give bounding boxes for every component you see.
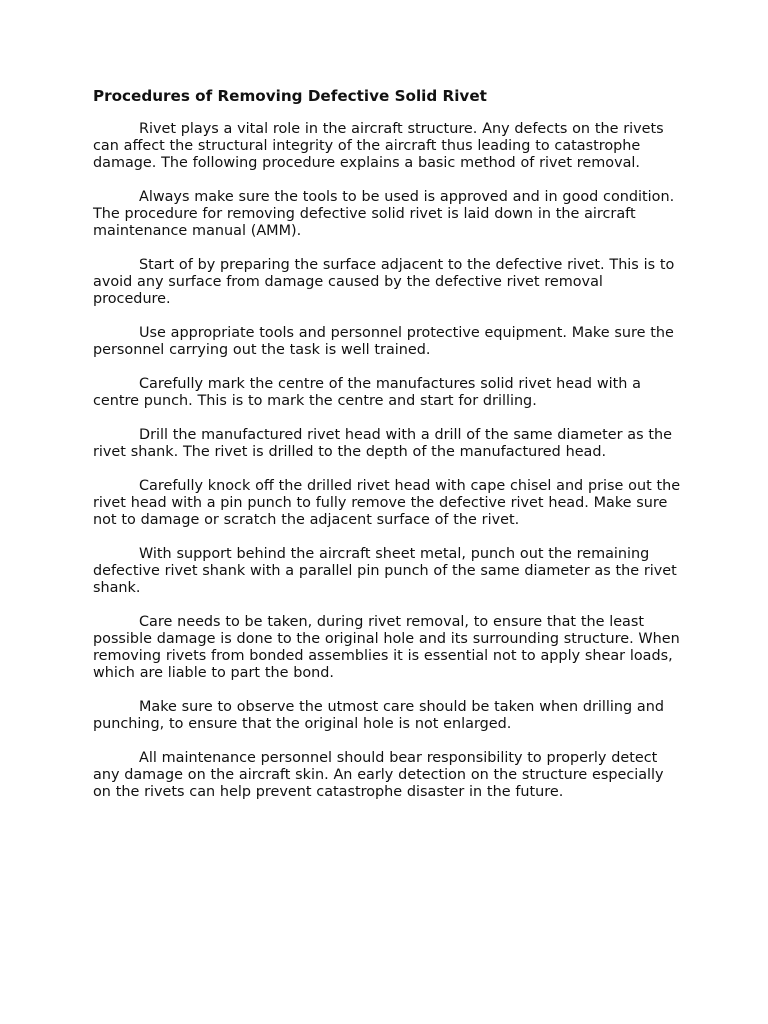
paragraph-intro: Rivet plays a vital role in the aircraft structure. Any defects on the rivets can affect the structural integrity of the aircraft thus leading to catastrophe damage. The following procedure explains a basic method of rivet removal. [93, 121, 664, 171]
document-body [93, 121, 683, 818]
paragraph-mark-centre: Carefully mark the centre of the manufactures solid rivet head with a centre punch. This is to mark the centre and start for drilling. [93, 376, 641, 409]
paragraph-responsibility: All maintenance personnel should bear responsibility to properly detect any damage on the aircraft skin. An early detection on the structure especially on the rivets can help prevent catastrophe disaster in the future. [93, 750, 664, 800]
paragraph-observe: Make sure to observe the utmost care should be taken when drilling and punching, to ensure that the original hole is not enlarged. [93, 699, 664, 732]
paragraph-surface-prep: Start of by preparing the surface adjacent to the defective rivet. This is to avoid any surface from damage caused by the defective rivet removal procedure. [93, 257, 675, 307]
paragraph-punch-shank: With support behind the aircraft sheet metal, punch out the remaining defective rivet shank with a parallel pin punch of the same diameter as the rivet shank. [93, 546, 677, 596]
paragraph-knock-off: Carefully knock off the drilled rivet head with cape chisel and prise out the rivet head with a pin punch to fully remove the defective rivet head. Make sure not to damage or scratch the adjacent surface of the rivet. [93, 478, 681, 528]
paragraph-tools: Always make sure the tools to be used is approved and in good condition. The procedure for removing defective solid rivet is laid down in the aircraft maintenance manual (AMM). [93, 189, 675, 239]
document-title: Procedures of Removing Defective Solid Rivet [93, 87, 487, 105]
paragraph-drill: Drill the manufactured rivet head with a drill of the same diameter as the rivet shank. The rivet is drilled to the depth of the manufactured head. [93, 427, 672, 460]
paragraph-ppe: Use appropriate tools and personnel protective equipment. Make sure the personnel carrying out the task is well trained. [93, 325, 674, 358]
paragraph-care: Care needs to be taken, during rivet removal, to ensure that the least possible damage is done to the original hole and its surrounding structure. When removing rivets from bonded assemblies it is essential not to apply shear loads, which are liable to part the bond. [93, 614, 680, 681]
